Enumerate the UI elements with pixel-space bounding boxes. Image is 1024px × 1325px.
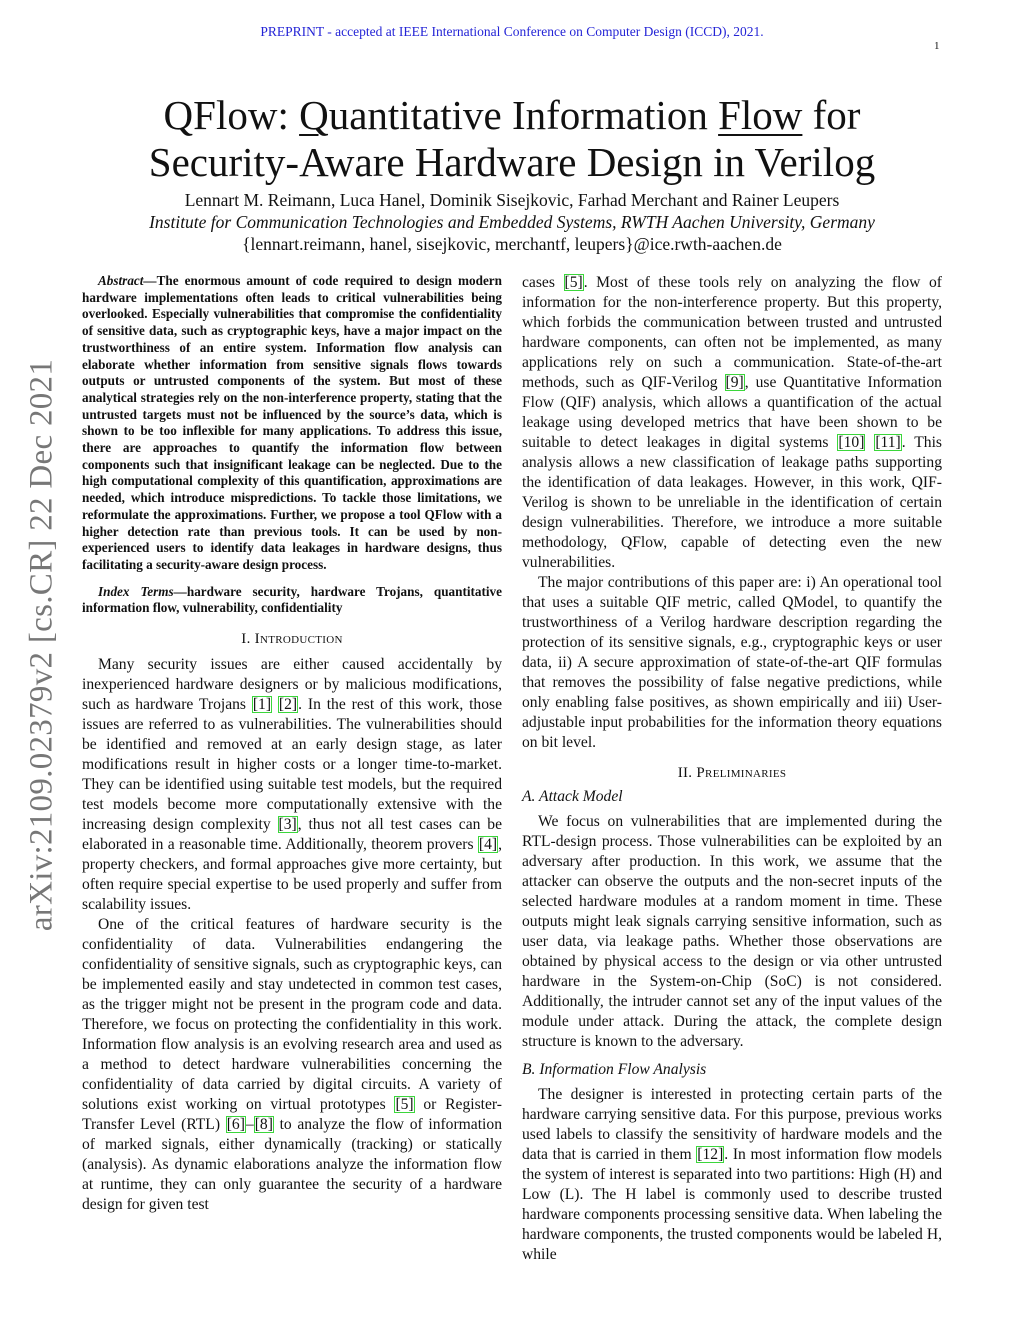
citation-link[interactable]: [2]	[278, 696, 298, 714]
citation-link[interactable]: [3]	[278, 816, 297, 834]
paragraph: cases [5]. Most of these tools rely on analyzing the flow of information for the non-interference property. But this property, which forbids the communication between trusted and untrusted hardware components, can often not be implemented, as many applications rely on such a communication. State-of-the-art methods, such as QIF-Verilog [9], use Quantitative Information Flow (QIF) analysis, which allows a quantification of the actual leakage using developed metrics that have been shown to be suitable to detect leakages in digital systems [10] [11]. This analysis allows a new classification of leakage paths supporting the identification of data leakages. However, in this work, QIF-Verilog is shown to be unreliable in the identification of certain design vulnerabilities. Therefore, we introduce a more suitable methodology, QFlow, capable of detecting even the new vulnerabilities.	[522, 274, 943, 571]
left-column	[82, 273, 502, 1215]
subsection-heading-attack-model: A. Attack Model	[522, 788, 623, 805]
citation-link[interactable]: [1]	[252, 696, 272, 714]
paragraph: The designer is interested in protecting certain parts of the hardware carrying sensitive data. For this purpose, previous works used labels to classify the sensitivity of hardware models and the data that is carried in them [12]. In most information flow models the system of interest is separated into two partitions: High (H) and Low (L). The H label is commonly used to describe trusted hardware components processing sensitive data. When labeling the hardware components, the trusted components would be labeled H, while	[522, 1086, 943, 1263]
section-heading-introduction: I. Introduction	[241, 631, 343, 648]
citation-link[interactable]: [11]	[875, 434, 901, 451]
citation-link[interactable]: [10]	[838, 434, 865, 451]
paragraph: Many security issues are either caused accidentally by inexperienced hardware designers or by malicious modifications, such as hardware Trojans [1] [2]. In the rest of this work, those issues are referred to as vulnerabilities. The vulnerabilities should be identified and removed at an early design stage, as later modifications result in higher costs or a longer time-to-market. They can be identified using suitable test models, but the required test models become more computationally extensive with the increasing design complexity [3], thus not all test cases can be elaborated in a reasonable time. Additionally, theorem provers [4], property checkers, and formal approaches give more certainty, but often require special expertise to be used properly and suffer from scalability issues.	[82, 656, 503, 914]
paper-title: QFlow: Quantitative Information Flow for Security-Aware Hardware Design in Verilog	[148, 92, 876, 185]
affiliation: Institute for Communication Technologies and Embedded Systems, RWTH Aachen University, Germany	[149, 212, 875, 232]
index-terms: Index Terms—hardware security, hardware Trojans, quantitative information flow, vulnerability, confidentiality	[82, 583, 502, 616]
citation-link[interactable]: [9]	[725, 374, 744, 391]
subsection-heading-information-flow: B. Information Flow Analysis	[522, 1061, 707, 1078]
author-block	[0, 189, 1024, 255]
page-number: 1	[934, 40, 940, 52]
paragraph: One of the critical features of hardware security is the confidentiality of data. Vulnerabilities endangering the confidentiality of sensitive signals, such as cryptographic keys, can be implemented easily and stay undetected in common test cases, as the trigger might not be present in the program code and data. Therefore, we focus on protecting the confidentiality in this work. Information flow analysis is an evolving research area and used as a method to detect hardware vulnerabilities concerning the confidentiality of data carried by digital circuits. A variety of solutions exist working on virtual prototypes [5] or Register-Transfer Level (RTL) [6]–[8] to analyze the flow of information of marked signals, either dynamically (tracking) or statically (analysis). As dynamic elaborations analyze the information flow at runtime, they can only guarantee the security of a hardware design for given test	[82, 916, 502, 1214]
authors: Lennart M. Reimann, Luca Hanel, Dominik Sisejkovic, Farhad Merchant and Rainer Leupers	[184, 190, 840, 210]
citation-link[interactable]: [5]	[564, 274, 583, 291]
emails: {lennart.reimann, hanel, sisejkovic, merchantf, leupers}@ice.rwth-aachen.de	[242, 234, 782, 254]
arxiv-identifier: arXiv:2109.02379v2 [cs.CR] 22 Dec 2021	[23, 358, 60, 932]
paragraph: The major contributions of this paper are: i) An operational tool that uses a suitable QIF metric, called QModel, to quantify the trustworthiness of a Verilog hardware description regarding the protection of its sensitive signals, e.g., cryptographic keys or user data, ii) A secure approximation of state-of-the-art QIF formulas that removes the possibility of false negative predictions, while only enabling false positives, as shown empirically and iii) User-adjustable input probabilities for the information theory equations on bit level.	[522, 574, 942, 751]
preprint-header: PREPRINT - accepted at IEEE International Conference on Computer Design (ICCD), 2021.	[260, 24, 764, 39]
citation-link[interactable]: [5]	[395, 1096, 414, 1114]
right-column	[522, 273, 942, 1265]
citation-link[interactable]: [6]	[226, 1116, 245, 1134]
section-heading-preliminaries: II. Preliminaries	[677, 765, 787, 781]
citation-link[interactable]: [4]	[478, 836, 498, 854]
paragraph: We focus on vulnerabilities that are implemented during the RTL-design process. Those vulnerabilities can be exploited by an adversary after production. In this work, we assume that the attacker can observe the outputs and the non-secret inputs of the selected hardware modules at a random moment in time. These outputs might leak signals carrying sensitive information, such as user data, via leakage paths. Whether those observations are obtained by physical access to the design or via other untrusted hardware in the System-on-Chip (SoC) is not considered. Additionally, the intruder cannot set any of the input values of the module under attack. During the attack, the complete design structure is known to the adversary.	[522, 813, 942, 1050]
abstract: Abstract—The enormous amount of code required to design modern hardware implementations often leads to critical vulnerabilities being overlooked. Especially vulnerabilities that compromise the confidentiality of sensitive data, such as cryptographic keys, have a major impact on the trustworthiness of an entire system. Information flow analysis can elaborate whether information from sensitive signals flows towards outputs or untrusted components of the system. But most of these analytical strategies rely on the non-interference property, stating that the untrusted targets must not be influenced by the source’s data, which is shown to be too inflexible for many applications. To address this issue, there are approaches to quantify the information flow between components such that insignificant leakage can be neglected. Due to the high computational complexity of this quantification, approximations are needed, which introduce mispredictions. To tackle those limitations, we reformulate the approximations. Further, we propose a tool QFlow with a higher detection rate than previous tools. It can be used by non-experienced users to identify data leakages in hardware designs, thus facilitating a security-aware design process.	[82, 273, 502, 572]
citation-link[interactable]: [12]	[697, 1146, 724, 1163]
citation-link[interactable]: [8]	[254, 1116, 273, 1134]
